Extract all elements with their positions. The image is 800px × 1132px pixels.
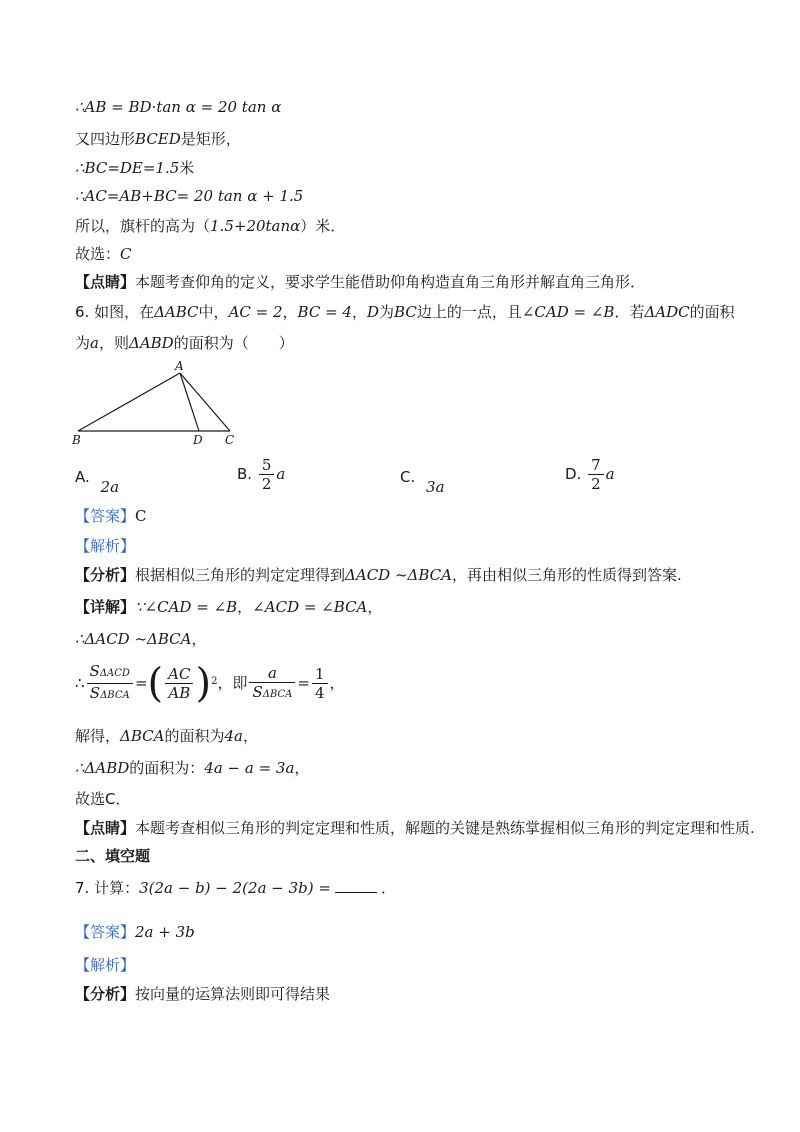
answer-blank: [335, 878, 377, 893]
option-d: D. $\frac{7}{2}$ a: [565, 456, 615, 493]
option-a: A. 2a: [75, 468, 120, 496]
choose-line: 故选C．: [75, 790, 131, 808]
segment-ad: [180, 373, 199, 431]
comment-tag: 【点睛】: [75, 273, 136, 291]
vertex-label-b: B: [72, 433, 81, 447]
segment-ab: [78, 373, 180, 431]
triangle-figure: [70, 360, 250, 448]
solution-line-rectangle: 又四边形BCED是矩形，: [75, 130, 241, 148]
analysis-7-fenxi: 【分析】按向量的运算法则即可得结果: [75, 985, 331, 1003]
analysis-6-xiangjie: 【详解】∵∠CAD = ∠B，∠ACD = ∠BCA，: [75, 598, 383, 616]
answer-7: 【答案】2a + 3b: [75, 923, 195, 941]
solution-line-ac: ∴AC=AB+BC= 20 tan α + 1.5: [75, 187, 304, 205]
solution-line-choose: 故选：C: [75, 245, 132, 263]
vertex-label-a: A: [175, 360, 184, 373]
vertex-label-d: D: [193, 433, 203, 447]
solution-line-bc: ∴BC=DE=1.5米: [75, 159, 195, 177]
analysis-7-tag: 【解析】: [75, 956, 136, 974]
vertex-label-c: C: [225, 433, 235, 447]
similar-triangles-line: ∴ΔACD ~ΔBCA，: [75, 630, 207, 648]
section-heading: 二、填空题: [75, 847, 151, 865]
area-ratio-line: ∴ $\frac{\text{SΔACD}}{\text{SΔBCA}}$ =( $\frac{AC}{AB}$ )$^2$，即 $\frac{a}{\text{SΔBCA}}$ = $\frac{1}{4}$ ，: [75, 660, 345, 707]
question-7: 7. 计算：3(2a − b) − 2(2a − 3b) = ．: [75, 879, 396, 897]
option-b: B. $\frac{5}{2}$ a: [237, 456, 286, 493]
analysis-6-fenxi: 【分析】根据相似三角形的判定定理得到ΔACD ~ΔBCA，再由相似三角形的性质得到答案.: [75, 566, 682, 584]
solution-line-ab: [75, 97, 281, 117]
result-line: ∴ΔABD的面积为：4a − a = 3a，: [75, 759, 310, 777]
solve-line: 解得，ΔBCA的面积为4a，: [75, 727, 258, 745]
segment-ac: [180, 373, 230, 431]
comment-line-q6: 【点睛】本题考查相似三角形的判定定理和性质，解题的关键是熟练掌握相似三角形的判定定理和性质.: [75, 819, 755, 837]
question-6-line-1: 6. 如图，在ΔABC中，AC = 2，BC = 4，D为BC边上的一点，且∠CAD = ∠B．若ΔADC的面积: [75, 303, 735, 321]
question-6-line-2: 为a，则ΔABD的面积为（ ）: [75, 334, 294, 352]
solution-line-height: 所以，旗杆的高为（1.5+20tanα）米．: [75, 217, 346, 235]
formula-ab: ∴AB = BD·tan α = 20 tan α: [75, 98, 282, 116]
analysis-6-tag: 【解析】: [75, 537, 136, 555]
comment-line-q5: 【点睛】本题考查仰角的定义，要求学生能借助仰角构造直角三角形并解直角三角形．: [75, 273, 646, 291]
option-c: C. 3a: [400, 468, 445, 496]
answer-6: 【答案】C: [75, 507, 147, 525]
answer-tag: 【答案】: [75, 507, 136, 525]
